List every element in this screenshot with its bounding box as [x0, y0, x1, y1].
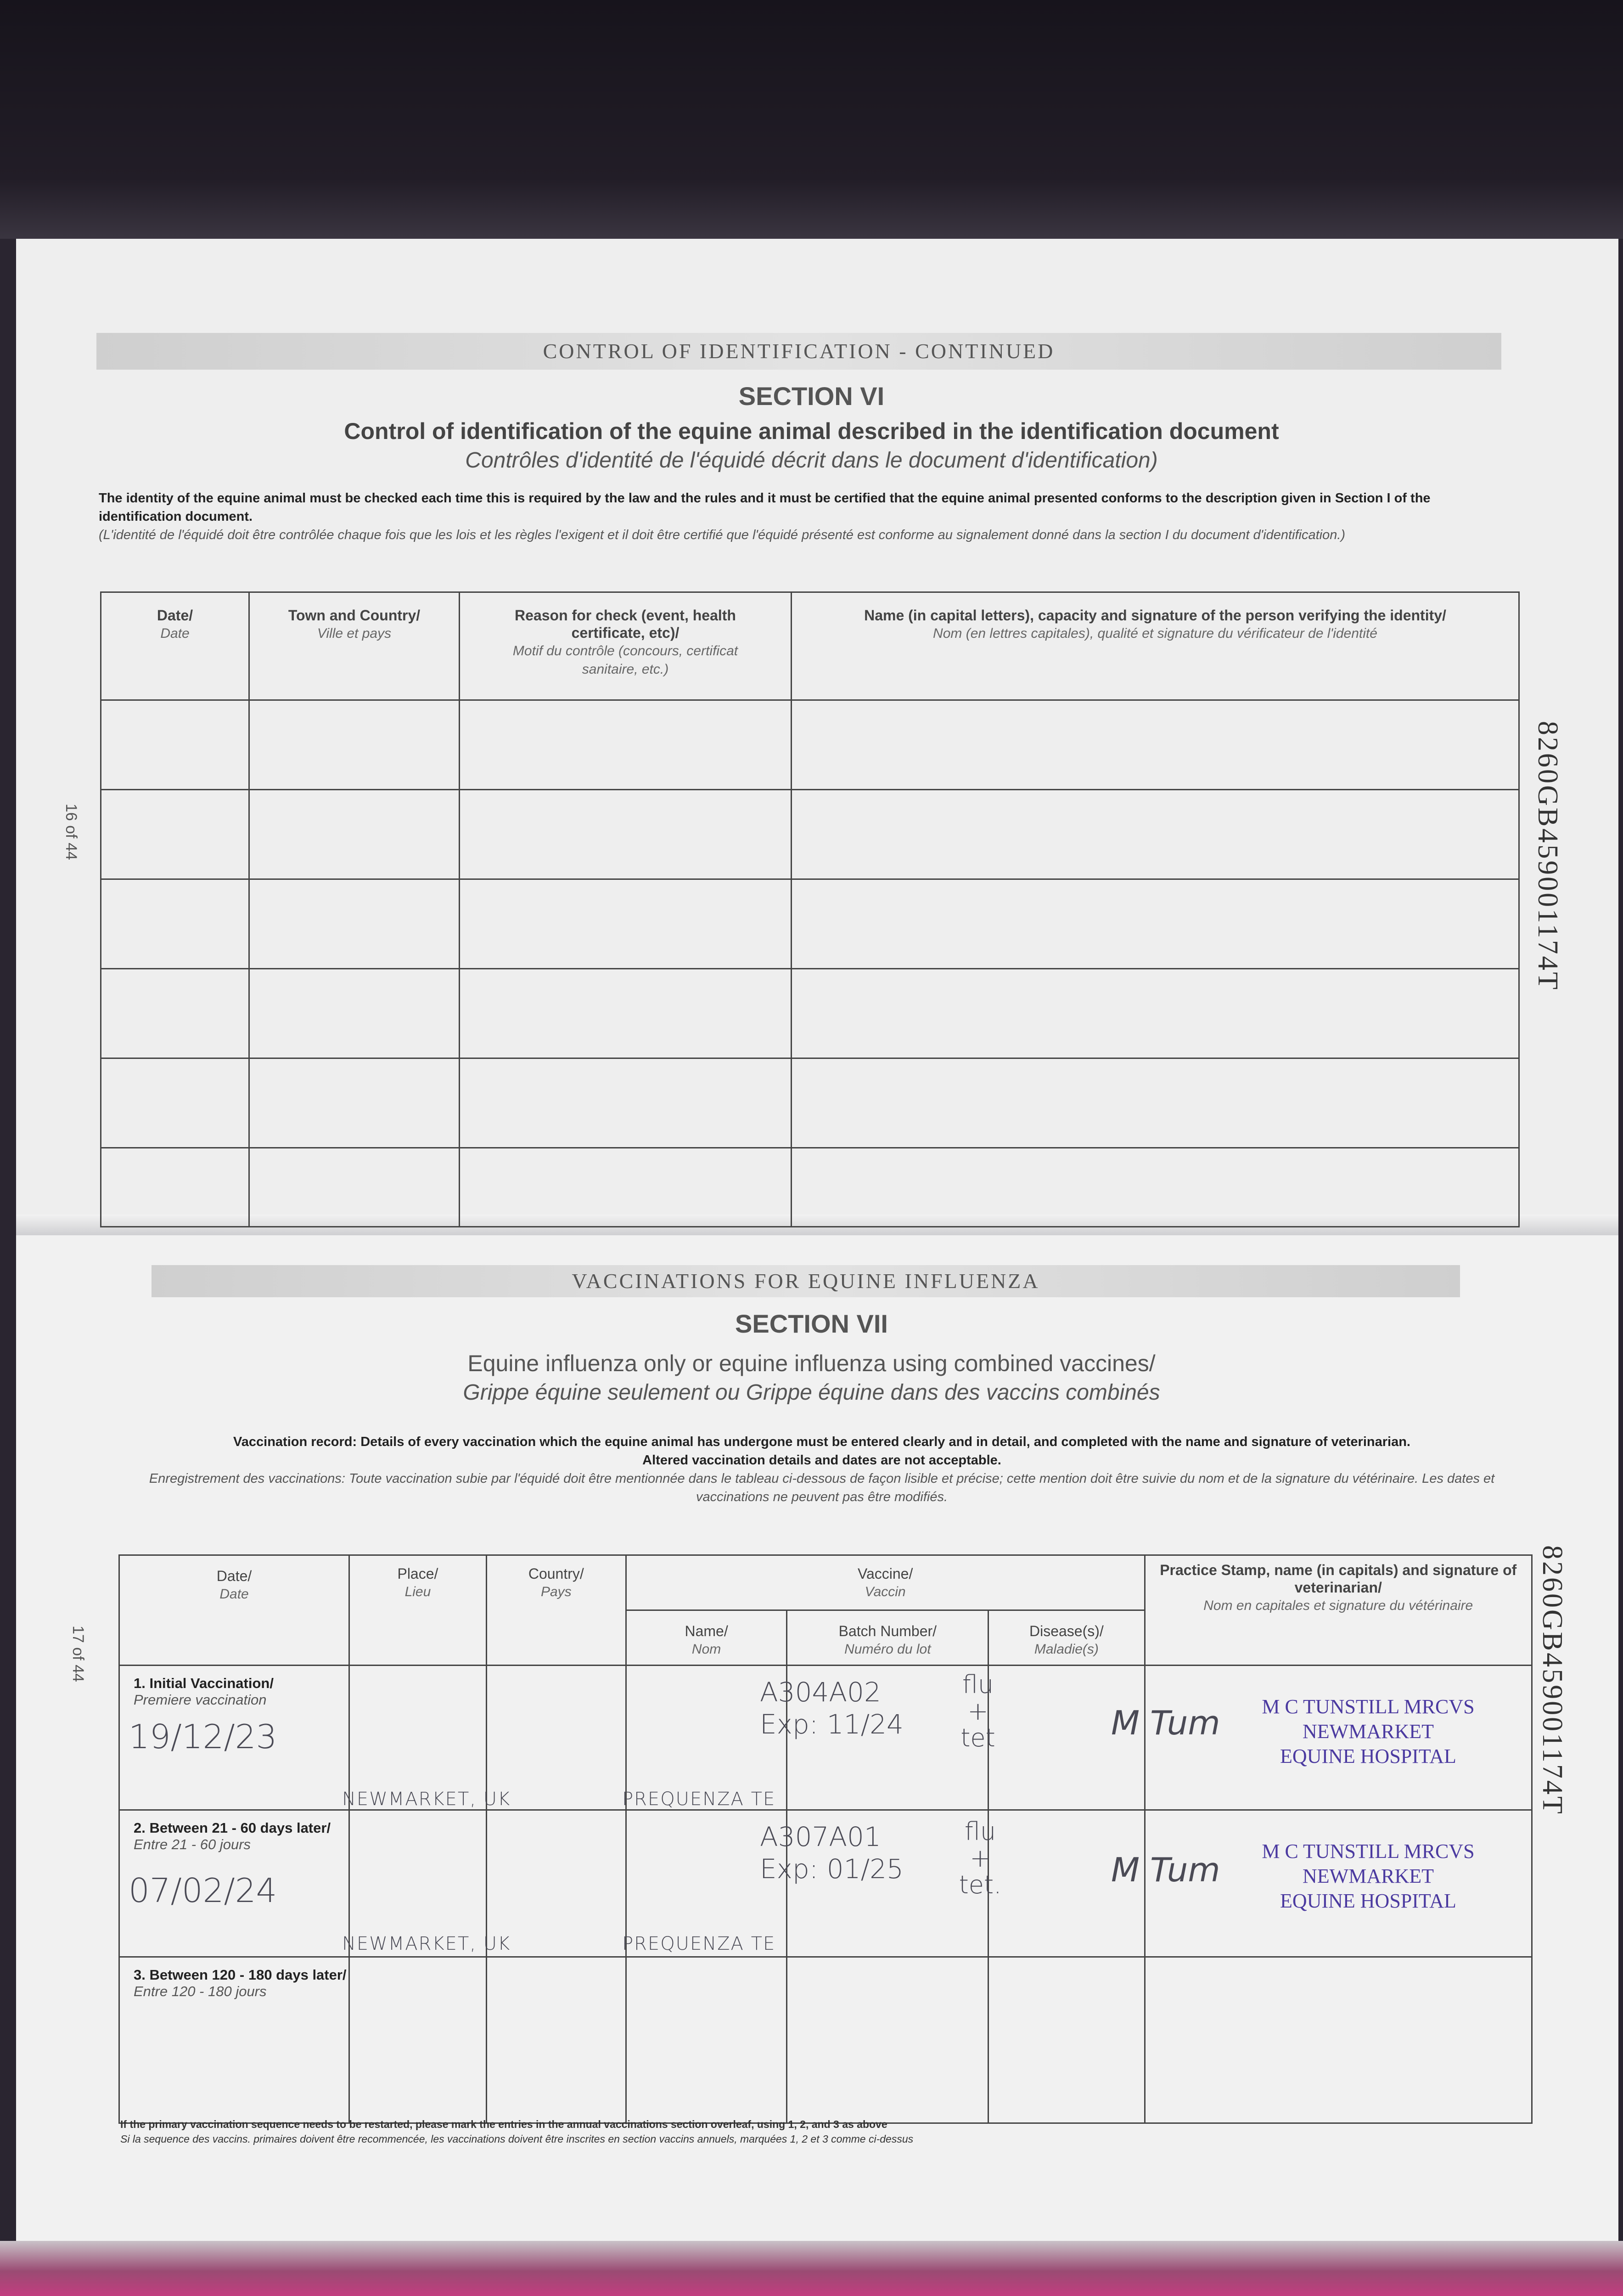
section7-heading-en: Equine influenza only or equine influenza using combined vaccines/ — [467, 1351, 1156, 1376]
section6-heading-en: Control of identification of the equine animal described in the identification document — [344, 418, 1279, 444]
row2-batch-handwritten — [760, 1821, 904, 1885]
section7-heading-fr: Grippe équine seulement ou Grippe équine dans des vaccins combinés — [463, 1380, 1160, 1405]
table-row — [101, 1058, 1519, 1148]
row2-date-cell[interactable]: 2. Between 21 - 60 days later/ Entre 21 - 60 jours — [119, 1810, 349, 1957]
footnote-en: If the primary vaccination sequence needs to be restarted, please mark the entries in the annual vaccinations section overleaf, using 1, 2, and 3 as above — [120, 2118, 887, 2130]
table-row — [119, 1957, 1532, 2123]
col-stamp-header: Practice Stamp, name (in capitals) and signature of veterinarian/ Nom en capitales et signature du vétérinaire — [1145, 1555, 1532, 1666]
row2-vaccine-name-handwritten: PREQUENZA TE — [622, 1933, 776, 1954]
section6-title: SECTION VI — [738, 382, 885, 411]
section7-band-title: VACCINATIONS FOR EQUINE INFLUENZA — [572, 1269, 1040, 1293]
col-place-header: Place/ Lieu — [349, 1555, 487, 1666]
row2-date-handwritten: 07/02/24 — [129, 1871, 277, 1910]
side-id-page17: 8260GB459001174T — [1537, 1545, 1568, 1816]
col-date-header: Date/ Date — [101, 592, 249, 700]
col-batch-header: Batch Number/ Numéro du lot — [787, 1610, 988, 1666]
col-vaccine-header: Vaccine/ Vaccin — [626, 1555, 1145, 1610]
section7-instruction-fr: Enregistrement des vaccinations: Toute vaccination subie par l'équidé doit être mentionnée dans le tableau ci-dessous de façon lisible et précise; cette mention doit être suivie du nom et de la signature du vétérinaire. Les dates et vaccinations ne peuvent pas être modifiés. — [149, 1471, 1495, 1504]
section7-band — [152, 1265, 1460, 1297]
side-id-page16: 8260GB459001174T — [1532, 721, 1563, 991]
row2-expiry: Exp: 01/25 — [760, 1853, 904, 1885]
scan-top-background — [0, 0, 1623, 239]
section6-heading-fr: Contrôles d'identité de l'équidé décrit dans le document d'identification) — [465, 448, 1158, 473]
section6-instruction-en: The identity of the equine animal must be checked each time this is required by the law and the rules and it must be certified that the equine animal presented conforms to the description given in Section I of the identification document. — [99, 491, 1431, 524]
table-row — [101, 879, 1519, 969]
row1-vaccine-name-handwritten: PREQUENZA TE — [622, 1789, 776, 1810]
book-cover-edge — [0, 2241, 1623, 2296]
table-row — [101, 969, 1519, 1058]
row2-practice-stamp: M C TUNSTILL MRCVS NEWMARKET EQUINE HOSPITAL — [1262, 1840, 1475, 1912]
section6-instructions — [99, 489, 1504, 544]
row2-vet-signature: M Tum — [1111, 1851, 1220, 1889]
row1-vet-signature: M Tum — [1111, 1704, 1220, 1742]
table-row — [101, 1148, 1519, 1227]
section7-instruction-en-2: Altered vaccination details and dates are not acceptable. — [642, 1453, 1001, 1468]
row2-batch-number: A307A01 — [760, 1821, 881, 1852]
section7-title: SECTION VII — [735, 1309, 888, 1338]
table-row — [101, 700, 1519, 790]
section6-band — [96, 333, 1501, 370]
row1-date-handwritten: 19/12/23 — [129, 1717, 277, 1756]
identification-check-table — [100, 591, 1520, 1227]
section7-footnote — [120, 2117, 1498, 2146]
col-verifier-header: Name (in capital letters), capacity and signature of the person verifying the identity/ Nom (en lettres capitales), qualité et signature du vérificateur de l'identité — [792, 592, 1519, 700]
col-reason-header: Reason for check (event, health certificate, etc)/ Motif du contrôle (concours, certificat sanitaire, etc.) — [460, 592, 792, 700]
col-vaccine-name-header: Name/ Nom — [626, 1610, 787, 1666]
row1-batch-number: A304A02 — [760, 1677, 881, 1708]
row1-date-cell[interactable]: 1. Initial Vaccination/ Premiere vaccination — [119, 1666, 349, 1810]
section7-instruction-en-1: Vaccination record: Details of every vaccination which the equine animal has undergone must be entered clearly and in detail, and completed with the name and signature of veterinarian. — [233, 1435, 1410, 1449]
col-town-header: Town and Country/ Ville et pays — [249, 592, 460, 700]
row1-batch-handwritten — [760, 1676, 904, 1740]
section6-instruction-fr: (L'identité de l'équidé doit être contrôlée chaque fois que les lois et les règles l'exigent et il doit être certifié que l'équidé présenté est conforme au signalement donné dans la section I du document d'identification.) — [99, 528, 1346, 542]
col-date-header: Date/ Date — [119, 1555, 349, 1666]
row2-place-handwritten: NEWMARKET, UK — [342, 1933, 511, 1954]
row2-disease-handwritten: flu + tet. — [959, 1817, 1002, 1899]
table-row — [101, 790, 1519, 879]
row1-expiry: Exp: 11/24 — [760, 1709, 904, 1740]
col-disease-header: Disease(s)/ Maladie(s) — [988, 1610, 1145, 1666]
row3-date-cell[interactable]: 3. Between 120 - 180 days later/ Entre 120 - 180 jours — [119, 1957, 349, 2123]
col-country-header: Country/ Pays — [486, 1555, 626, 1666]
row1-place-handwritten: NEWMARKET, UK — [342, 1789, 511, 1810]
section7-instructions — [119, 1433, 1524, 1506]
row1-disease-handwritten: flu + tet — [960, 1670, 995, 1752]
section6-band-title: CONTROL OF IDENTIFICATION - CONTINUED — [543, 339, 1055, 363]
page-number-16: 16 of 44 — [62, 804, 80, 860]
row1-practice-stamp: M C TUNSTILL MRCVS NEWMARKET EQUINE HOSPITAL — [1262, 1695, 1475, 1767]
page-number-17: 17 of 44 — [69, 1626, 87, 1682]
footnote-fr: Si la sequence des vaccins. primaires doivent être recommencée, les vaccinations doivent être inscrites en section vaccins annuels, marquées 1, 2 et 3 comme ci-dessus — [120, 2133, 914, 2145]
